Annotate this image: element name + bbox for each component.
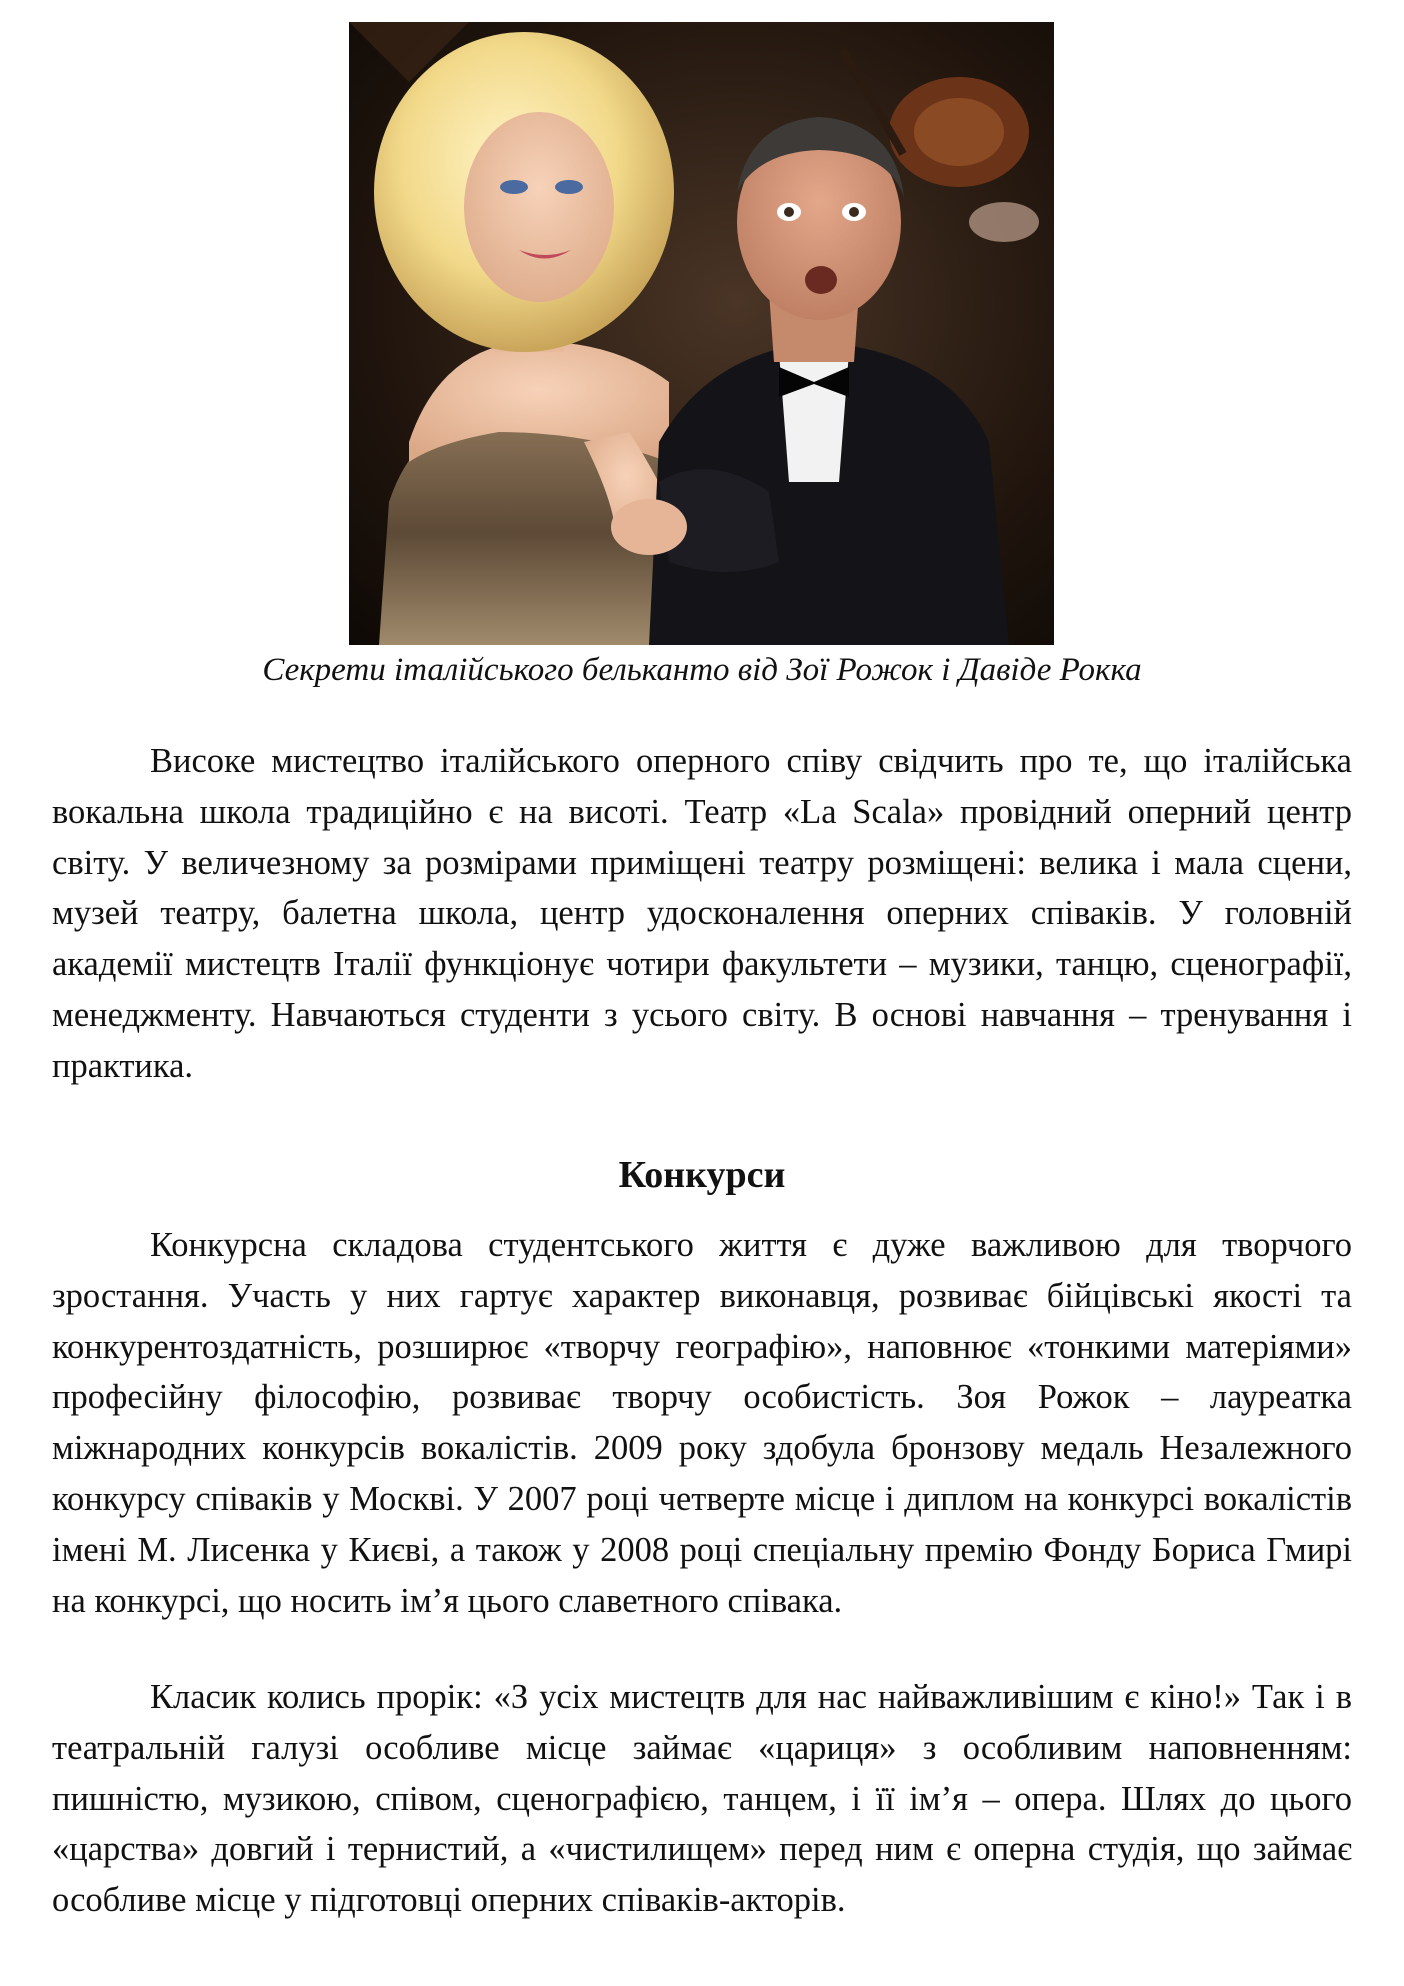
performers-photo [349, 22, 1054, 645]
paragraph-competitions: Конкурсна складова студентського життя є дуже важливою для творчого зростання. Участь у них гартує характер виконавця, розвиває бійцівські якості та конкурентоздатність, розширює «творчу географію», наповнює «тонкими матеріями» професійну філософію, розвиває творчу особистість. Зоя Рожок – лауреатка міжнародних конкурсів вокалістів. 2009 року здобула бронзову медаль Незалежного конкурсу співаків у Москві. У 2007 році четверте місце і диплом на конкурсі вокалістів імені М. Лисенка у Києві, а також у 2008 році спеціальну премію Фонду Бориса Гмирі на конкурсі, що носить ім’я цього славетного співака. [52, 1226, 1352, 1620]
paragraph-la-scala: Високе мистецтво італійського оперного співу свідчить про те, що італійська вокальна школа традиційно є на висоті. Театр «La Scala» провідний оперний центр світу. У величезному за розмірами приміщені театру розміщені: велика і мала сцени, музей театру, балетна школа, центр удосконалення оперних співаків. У головній академії мистецтв Італії функціонує чотири факультети – музики, танцю, сценографії, менеджменту. Навчаються студенти з усього світу. В основі навчання – тренування і практика. [52, 742, 1352, 1085]
photo-caption: Секрети італійського бельканто від Зої Рожок і Давіде Рокка [262, 652, 1142, 688]
section-heading: Конкурси [618, 1154, 786, 1196]
paragraph-opera-studio: Класик колись прорік: «З усіх мистецтв для нас найважливішим є кіно!» Так і в театральній галузі особливе місце займає «цариця» з особливим наповненням: пишністю, музикою, співом, сценографією, танцем, і її ім’я – опера. Шлях до цього «царства» довгий і тернистий, а «чистилищем» перед ним є оперна студія, що займає особливе місце у підготовці оперних співаків-акторів. [52, 1678, 1352, 1920]
